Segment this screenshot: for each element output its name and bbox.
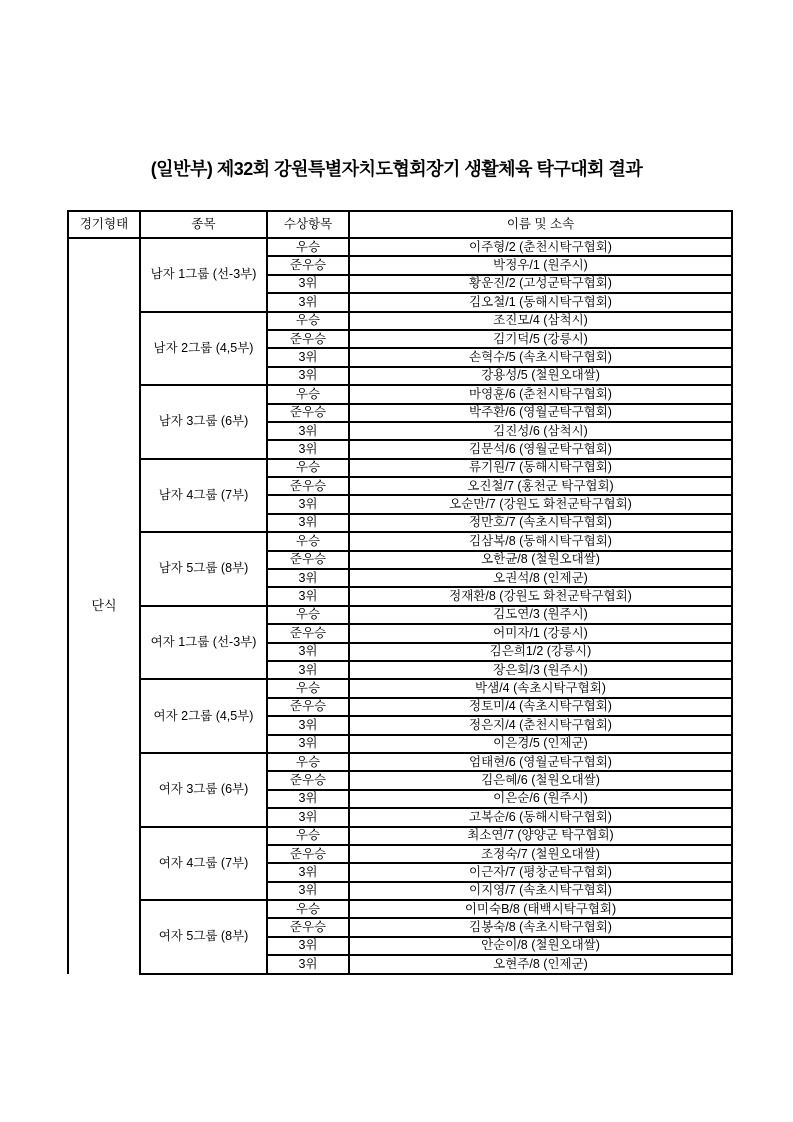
winner-cell: 안순이/8 (철원오대쌀) bbox=[349, 937, 732, 955]
winner-cell: 정재환/8 (강원도 화천군탁구협회) bbox=[349, 587, 732, 605]
award-cell: 우승 bbox=[267, 532, 349, 550]
award-cell: 우승 bbox=[267, 900, 349, 918]
winner-cell: 조진모/4 (삼척시) bbox=[349, 312, 732, 330]
header-name-affiliation: 이름 및 소속 bbox=[349, 211, 732, 238]
award-cell: 3위 bbox=[267, 716, 349, 734]
award-cell: 3위 bbox=[267, 587, 349, 605]
winner-cell: 박주환/6 (영월군탁구협회) bbox=[349, 404, 732, 422]
award-cell: 3위 bbox=[267, 863, 349, 881]
award-cell: 3위 bbox=[267, 937, 349, 955]
award-cell: 우승 bbox=[267, 679, 349, 697]
award-cell: 준우승 bbox=[267, 918, 349, 936]
award-cell: 우승 bbox=[267, 827, 349, 845]
table-row bbox=[68, 238, 732, 256]
group-name-cell: 남자 5그룹 (8부) bbox=[140, 532, 267, 606]
winner-cell: 김기덕/5 (강릉시) bbox=[349, 330, 732, 348]
award-cell: 우승 bbox=[267, 312, 349, 330]
winner-cell: 황운진/2 (고성군탁구협회) bbox=[349, 275, 732, 293]
award-cell: 3위 bbox=[267, 440, 349, 458]
award-cell: 3위 bbox=[267, 569, 349, 587]
table-row bbox=[68, 827, 732, 845]
award-cell: 3위 bbox=[267, 275, 349, 293]
award-cell: 우승 bbox=[267, 238, 349, 256]
award-cell: 3위 bbox=[267, 735, 349, 753]
winner-cell: 최소연/7 (양양군 탁구협회) bbox=[349, 827, 732, 845]
group-name-cell: 여자 3그룹 (6부) bbox=[140, 753, 267, 827]
winner-cell: 오권석/8 (인제군) bbox=[349, 569, 732, 587]
winner-cell: 이주형/2 (춘천시탁구협회) bbox=[349, 238, 732, 256]
award-cell: 준우승 bbox=[267, 624, 349, 642]
winner-cell: 강용성/5 (철원오대쌀) bbox=[349, 367, 732, 385]
award-cell: 3위 bbox=[267, 955, 349, 973]
group-name-cell: 여자 1그룹 (선-3부) bbox=[140, 606, 267, 680]
group-name-cell: 남자 1그룹 (선-3부) bbox=[140, 238, 267, 312]
winner-cell: 정토미/4 (속초시탁구협회) bbox=[349, 698, 732, 716]
winner-cell: 김도연/3 (원주시) bbox=[349, 606, 732, 624]
table-row bbox=[68, 606, 732, 624]
table-row bbox=[68, 679, 732, 697]
winner-cell: 김삼복/8 (동해시탁구협회) bbox=[349, 532, 732, 550]
award-cell: 3위 bbox=[267, 367, 349, 385]
results-table-header bbox=[68, 211, 732, 238]
table-row bbox=[68, 385, 732, 403]
award-cell: 준우승 bbox=[267, 256, 349, 274]
award-cell: 3위 bbox=[267, 808, 349, 826]
winner-cell: 어미자/1 (강릉시) bbox=[349, 624, 732, 642]
winner-cell: 김봉숙/8 (속초시탁구협회) bbox=[349, 918, 732, 936]
award-cell: 3위 bbox=[267, 514, 349, 532]
document-title: (일반부) 제32회 강원특별자치도협회장기 생활체육 탁구대회 결과 bbox=[150, 159, 643, 179]
winner-cell: 오순만/7 (강원도 화천군탁구협회) bbox=[349, 495, 732, 513]
award-cell: 준우승 bbox=[267, 845, 349, 863]
winner-cell: 엄태현/6 (영월군탁구협회) bbox=[349, 753, 732, 771]
winner-cell: 조정숙/7 (철원오대쌀) bbox=[349, 845, 732, 863]
winner-cell: 오진철/7 (홍천군 탁구협회) bbox=[349, 477, 732, 495]
table-row bbox=[68, 532, 732, 550]
event-type-cell: 단식 bbox=[68, 238, 140, 974]
table-row bbox=[68, 459, 732, 477]
award-cell: 준우승 bbox=[267, 404, 349, 422]
winner-cell: 김은혜/6 (철원오대쌀) bbox=[349, 771, 732, 789]
winner-cell: 고복순/6 (동해시탁구협회) bbox=[349, 808, 732, 826]
award-cell: 3위 bbox=[267, 661, 349, 679]
winner-cell: 김오철/1 (동해시탁구협회) bbox=[349, 293, 732, 311]
winner-cell: 정은지/4 (춘천시탁구협회) bbox=[349, 716, 732, 734]
award-cell: 준우승 bbox=[267, 551, 349, 569]
award-cell: 준우승 bbox=[267, 698, 349, 716]
award-cell: 준우승 bbox=[267, 477, 349, 495]
winner-cell: 오한균/8 (철원오대쌀) bbox=[349, 551, 732, 569]
award-cell: 준우승 bbox=[267, 771, 349, 789]
winner-cell: 손혁수/5 (속초시탁구협회) bbox=[349, 348, 732, 366]
group-name-cell: 남자 2그룹 (4,5부) bbox=[140, 312, 267, 386]
winner-cell: 김문석/6 (영월군탁구협회) bbox=[349, 440, 732, 458]
group-name-cell: 남자 4그룹 (7부) bbox=[140, 459, 267, 533]
header-category: 종목 bbox=[140, 211, 267, 238]
winner-cell: 오현주/8 (인제군) bbox=[349, 955, 732, 973]
award-cell: 3위 bbox=[267, 422, 349, 440]
winner-cell: 이지영/7 (속초시탁구협회) bbox=[349, 882, 732, 900]
award-cell: 우승 bbox=[267, 606, 349, 624]
group-name-cell: 여자 4그룹 (7부) bbox=[140, 827, 267, 901]
award-cell: 3위 bbox=[267, 495, 349, 513]
results-table bbox=[67, 210, 733, 975]
winner-cell: 이은순/6 (원주시) bbox=[349, 790, 732, 808]
award-cell: 우승 bbox=[267, 753, 349, 771]
winner-cell: 김은희1/2 (강릉시) bbox=[349, 643, 732, 661]
award-cell: 3위 bbox=[267, 882, 349, 900]
award-cell: 3위 bbox=[267, 790, 349, 808]
award-cell: 우승 bbox=[267, 459, 349, 477]
winner-cell: 박샘/4 (속초시탁구협회) bbox=[349, 679, 732, 697]
results-table-body bbox=[68, 238, 732, 974]
winner-cell: 김진성/6 (삼척시) bbox=[349, 422, 732, 440]
award-cell: 3위 bbox=[267, 348, 349, 366]
header-award: 수상항목 bbox=[267, 211, 349, 238]
winner-cell: 장은회/3 (원주시) bbox=[349, 661, 732, 679]
award-cell: 3위 bbox=[267, 293, 349, 311]
header-row bbox=[68, 211, 732, 238]
winner-cell: 박정우/1 (원주시) bbox=[349, 256, 732, 274]
award-cell: 우승 bbox=[267, 385, 349, 403]
award-cell: 준우승 bbox=[267, 330, 349, 348]
winner-cell: 류기원/7 (동해시탁구협회) bbox=[349, 459, 732, 477]
winner-cell: 이미숙B/8 (태백시탁구협회) bbox=[349, 900, 732, 918]
winner-cell: 정만호/7 (속초시탁구협회) bbox=[349, 514, 732, 532]
group-name-cell: 남자 3그룹 (6부) bbox=[140, 385, 267, 459]
winner-cell: 이근자/7 (평창군탁구협회) bbox=[349, 863, 732, 881]
table-row bbox=[68, 900, 732, 918]
award-cell: 3위 bbox=[267, 643, 349, 661]
table-row bbox=[68, 312, 732, 330]
table-row bbox=[68, 753, 732, 771]
winner-cell: 이은경/5 (인제군) bbox=[349, 735, 732, 753]
winner-cell: 마영훈/6 (춘천시탁구협회) bbox=[349, 385, 732, 403]
header-event-type: 경기형태 bbox=[68, 211, 140, 238]
group-name-cell: 여자 2그룹 (4,5부) bbox=[140, 679, 267, 753]
group-name-cell: 여자 5그룹 (8부) bbox=[140, 900, 267, 974]
